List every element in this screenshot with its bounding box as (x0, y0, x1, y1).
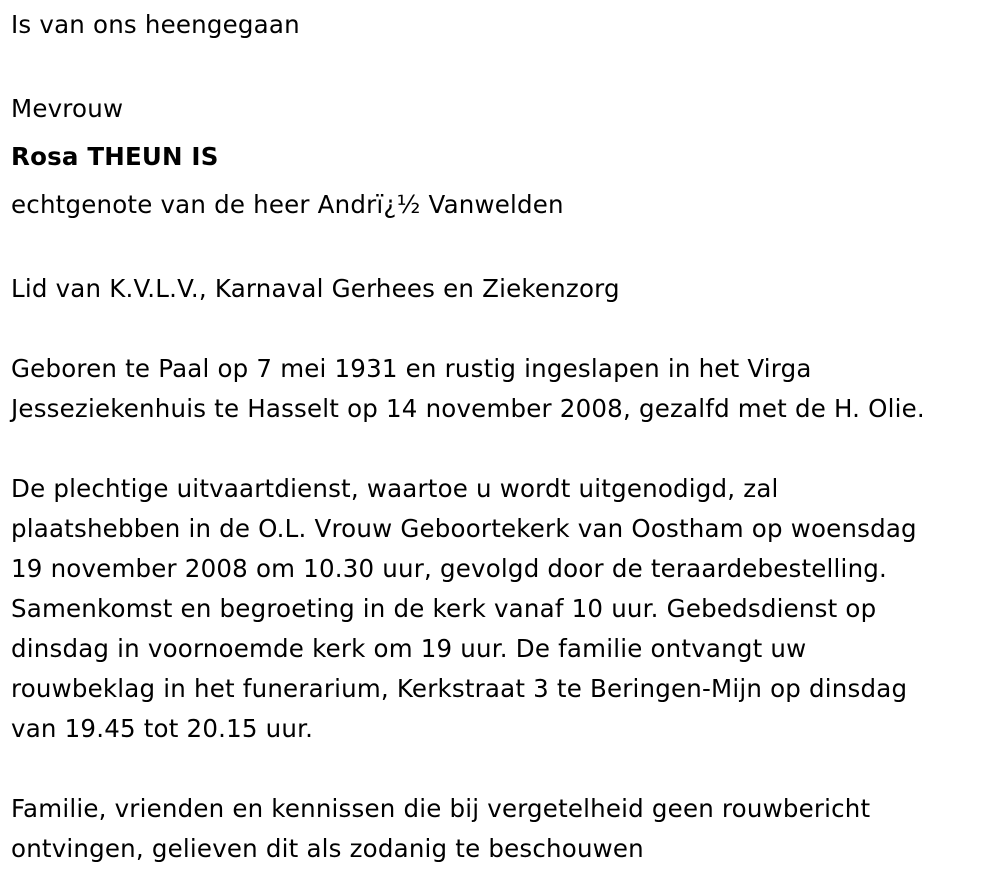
spouse-line: echtgenote van de heer Andrï¿½ Vanwelden (11, 190, 564, 219)
paragraph-line: Samenkomst en begroeting in de kerk vanaf 10 uur. Gebedsdienst op (11, 594, 877, 623)
birth-death-paragraph (11, 349, 986, 429)
service-paragraph (11, 469, 986, 749)
paragraph-line: plaatshebben in de O.L. Vrouw Geboortekerk van Oostham op woensdag (11, 514, 917, 543)
spacer (11, 749, 986, 789)
paragraph-line: Geboren te Paal op 7 mei 1931 en rustig ingeslapen in het Virga (11, 354, 812, 383)
paragraph-line: dinsdag in voornoemde kerk om 19 uur. De familie ontvangt uw (11, 634, 807, 663)
paragraph-line: van 19.45 tot 20.15 uur. (11, 714, 314, 743)
closing-paragraph (11, 789, 986, 869)
paragraph-line: 19 november 2008 om 10.30 uur, gevolgd door de teraardebestelling. (11, 554, 888, 583)
intro-line: Is van ons heengegaan (11, 10, 300, 39)
membership-line: Lid van K.V.L.V., Karnaval Gerhees en Ziekenzorg (11, 274, 620, 303)
obituary-notice (11, 5, 986, 869)
paragraph-line: Jesseziekenhuis te Hasselt op 14 november 2008, gezalfd met de H. Olie. (11, 394, 925, 423)
paragraph-line: ontvingen, gelieven dit als zodanig te beschouwen (11, 834, 644, 863)
spacer (11, 229, 986, 269)
paragraph-line: Familie, vrienden en kennissen die bij vergetelheid geen rouwbericht (11, 794, 871, 823)
name-block (11, 85, 986, 229)
paragraph-line: De plechtige uitvaartdienst, waartoe u wordt uitgenodigd, zal (11, 474, 779, 503)
paragraph-line: rouwbeklag in het funerarium, Kerkstraat 3 te Beringen-Mijn op dinsdag (11, 674, 908, 703)
spacer (11, 309, 986, 349)
deceased-name: Rosa THEUN IS (11, 142, 219, 171)
spacer (11, 45, 986, 85)
spacer (11, 429, 986, 469)
honorific: Mevrouw (11, 94, 124, 123)
